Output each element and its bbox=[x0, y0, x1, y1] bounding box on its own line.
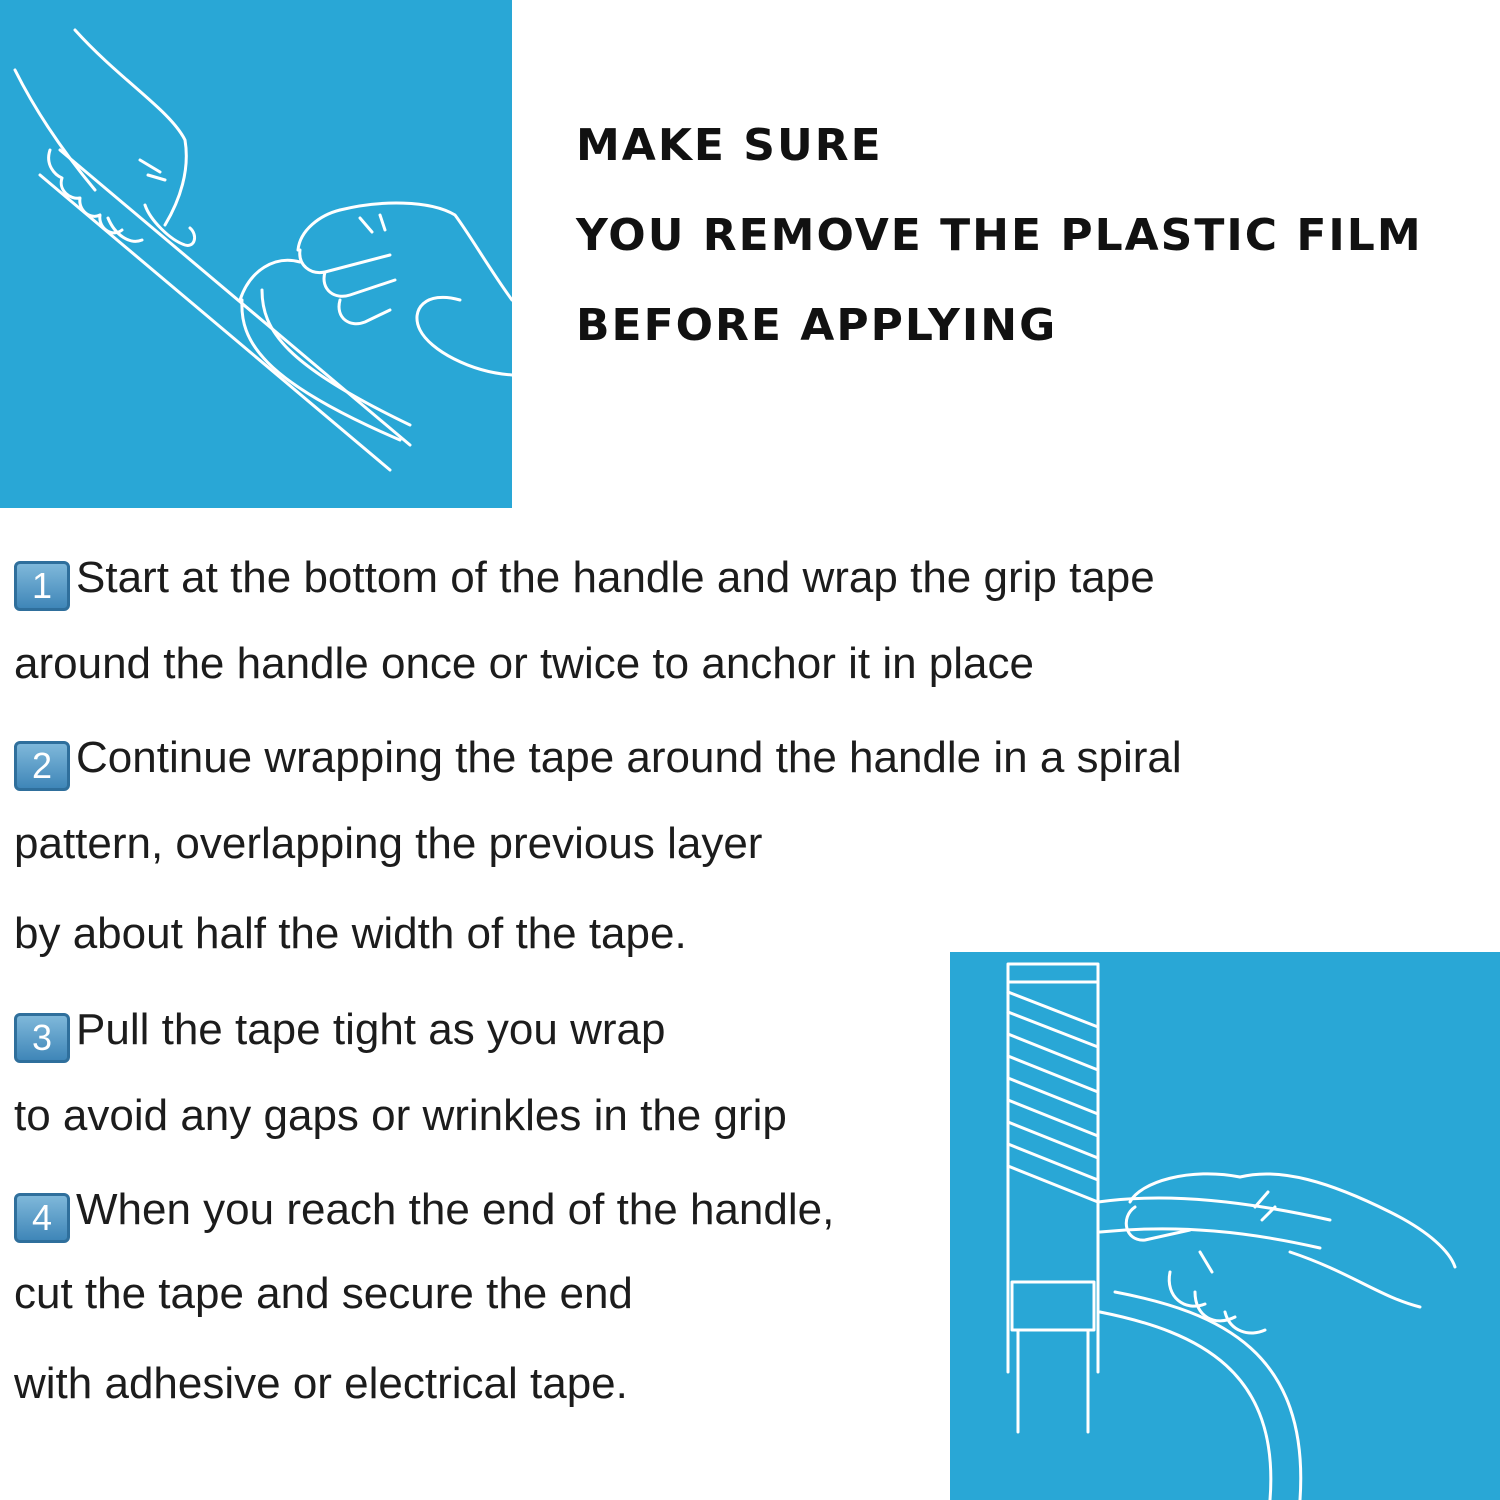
keycap-1-icon: 1 bbox=[14, 561, 70, 611]
step-3-line-2: to avoid any gaps or wrinkles in the grip bbox=[14, 1091, 787, 1140]
peel-film-illustration bbox=[0, 0, 512, 508]
step-2-line-2: pattern, overlapping the previous layer bbox=[14, 819, 763, 868]
step-3-line-1 bbox=[14, 1005, 666, 1063]
step-1-line-2: around the handle once or twice to anchor it in place bbox=[14, 639, 1034, 688]
step-4-text: When you reach the end of the handle, bbox=[76, 1185, 835, 1234]
step-4-line-1 bbox=[14, 1185, 835, 1243]
wrap-grip-illustration bbox=[950, 952, 1500, 1500]
step-1-text: Start at the bottom of the handle and wrap the grip tape bbox=[76, 553, 1155, 602]
keycap-4-icon: 4 bbox=[14, 1193, 70, 1243]
keycap-2-icon: 2 bbox=[14, 741, 70, 791]
keycap-3-icon: 3 bbox=[14, 1013, 70, 1063]
step-2-line-3: by about half the width of the tape. bbox=[14, 909, 687, 958]
heading-line-3: BEFORE APPLYING bbox=[576, 300, 1058, 351]
step-4-line-3: with adhesive or electrical tape. bbox=[14, 1359, 628, 1408]
step-1-line-1 bbox=[14, 553, 1155, 611]
heading-line-1: MAKE SURE bbox=[576, 120, 883, 171]
step-3-text: Pull the tape tight as you wrap bbox=[76, 1005, 666, 1054]
step-4-line-2: cut the tape and secure the end bbox=[14, 1269, 633, 1318]
step-2-text: Continue wrapping the tape around the handle in a spiral bbox=[76, 733, 1182, 782]
step-2-line-1 bbox=[14, 733, 1182, 791]
heading-line-2: YOU REMOVE THE PLASTIC FILM bbox=[576, 210, 1423, 261]
